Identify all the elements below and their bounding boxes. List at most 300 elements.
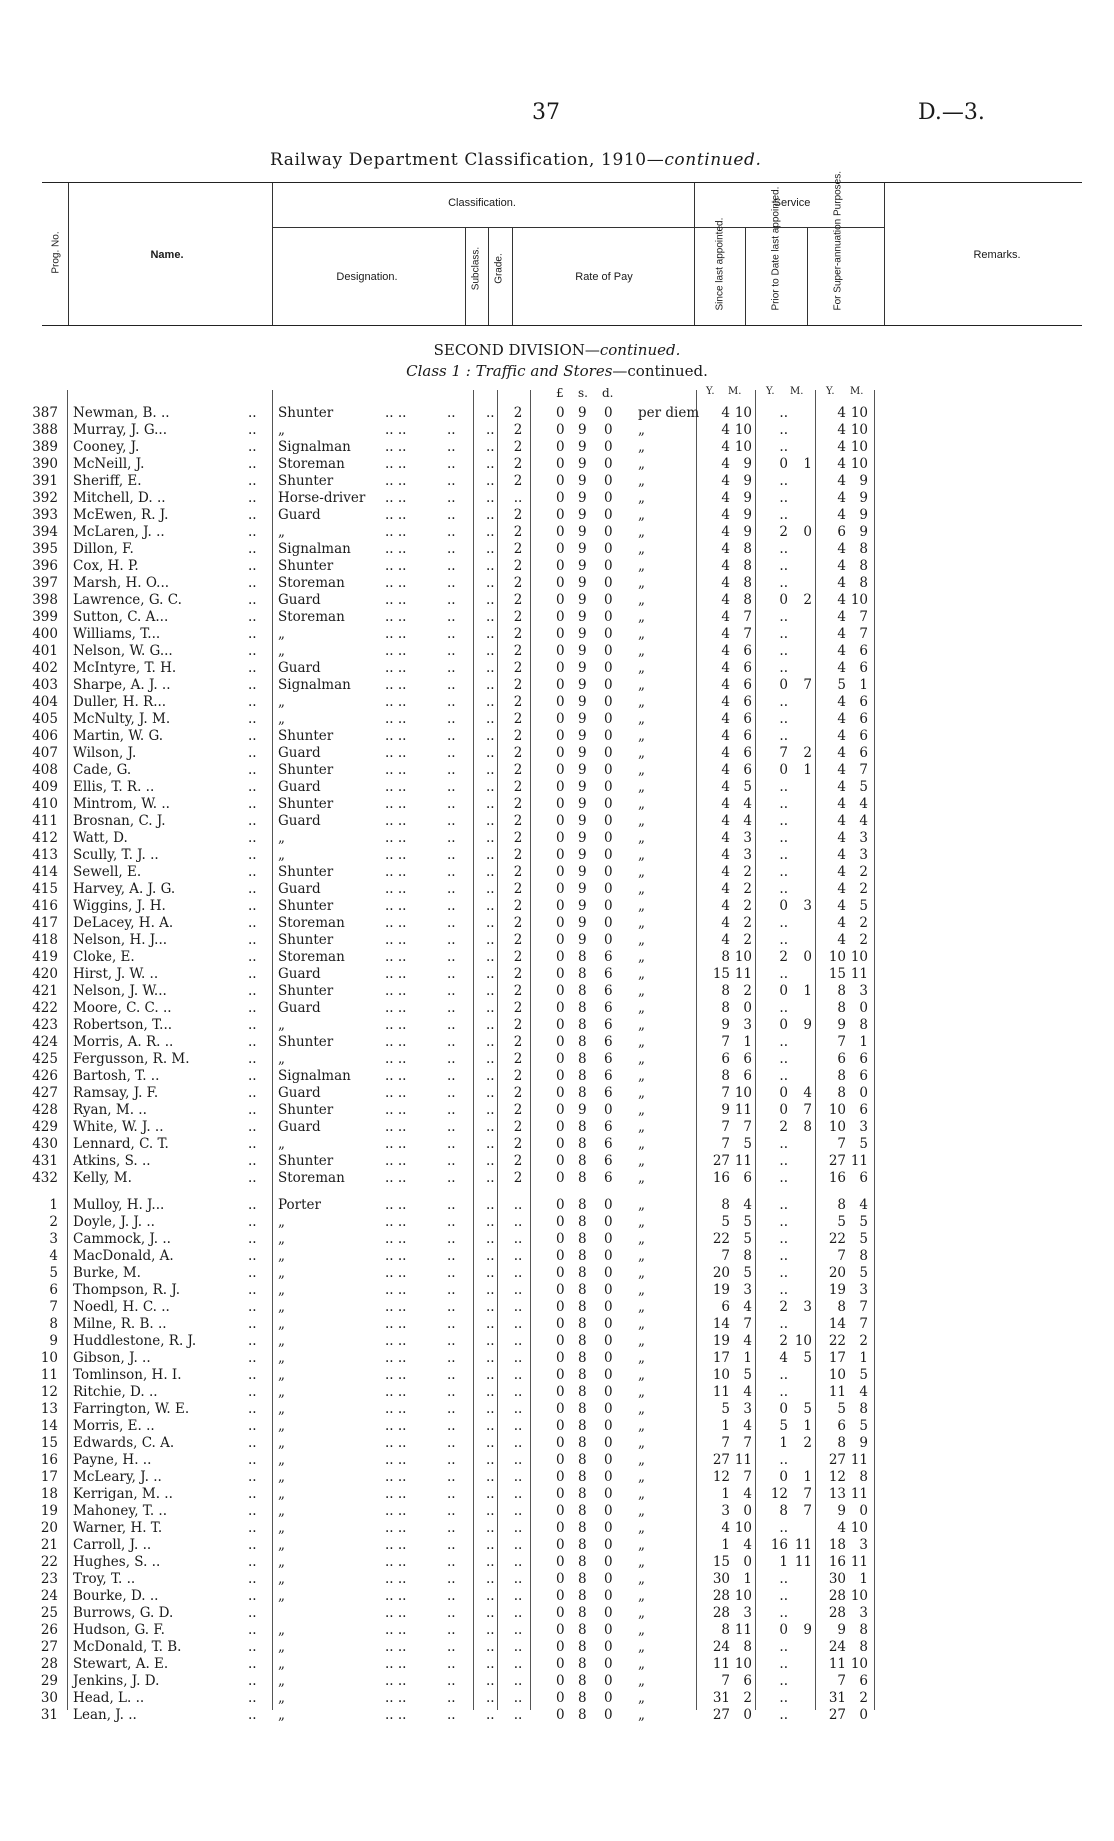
pay-pounds: 0 bbox=[556, 813, 565, 829]
leader-dots: .. bbox=[248, 609, 257, 625]
designation: Signalman bbox=[278, 541, 351, 557]
pay-shillings: 8 bbox=[578, 1384, 587, 1400]
since-months: 2 bbox=[743, 1690, 752, 1706]
grade: 2 bbox=[513, 728, 523, 744]
since-years: 4 bbox=[721, 830, 730, 846]
leader-dots: .. .. bbox=[385, 694, 407, 710]
employee-name: Ritchie, D. .. bbox=[73, 1384, 158, 1400]
since-months: 5 bbox=[743, 1367, 752, 1383]
since-months: 2 bbox=[743, 915, 752, 931]
prior-years: 2 bbox=[779, 1333, 788, 1349]
pay-period: „ bbox=[638, 1452, 645, 1468]
leader-dots: .. .. bbox=[385, 966, 407, 982]
prior-years: 12 bbox=[770, 1486, 788, 1502]
super-months: 5 bbox=[859, 898, 868, 914]
since-months: 4 bbox=[743, 1299, 752, 1315]
pay-pounds: 0 bbox=[556, 983, 565, 999]
pay-pounds: 0 bbox=[556, 949, 565, 965]
pay-period: „ bbox=[638, 1520, 645, 1536]
pay-shillings: 8 bbox=[578, 949, 587, 965]
since-years: 7 bbox=[721, 1136, 730, 1152]
leader-dots: .. bbox=[486, 983, 495, 999]
leader-dots: .. bbox=[248, 405, 257, 421]
prog-no: 432 bbox=[32, 1170, 58, 1186]
leader-dots: .. bbox=[248, 711, 257, 727]
pay-period: „ bbox=[638, 507, 645, 523]
pay-pence: 0 bbox=[604, 643, 613, 659]
since-years: 4 bbox=[721, 694, 730, 710]
leader-dots: .. .. bbox=[385, 592, 407, 608]
leader-dots: .. bbox=[447, 1503, 456, 1519]
prior-years: 0 bbox=[779, 456, 788, 472]
pay-shillings: 9 bbox=[578, 490, 587, 506]
designation: „ bbox=[278, 1537, 285, 1553]
since-months: 5 bbox=[743, 1214, 752, 1230]
prior-years: .. bbox=[779, 813, 788, 829]
super-years: 4 bbox=[837, 779, 846, 795]
leader-dots: .. bbox=[486, 830, 495, 846]
leader-dots: .. .. bbox=[385, 1000, 407, 1016]
since-years: 8 bbox=[721, 949, 730, 965]
pay-pence: 0 bbox=[604, 1656, 613, 1672]
employee-name: McNeill, J. bbox=[73, 456, 145, 472]
prog-no: 396 bbox=[32, 558, 58, 574]
designation: „ bbox=[278, 1367, 285, 1383]
since-months: 4 bbox=[743, 1537, 752, 1553]
leader-dots: .. .. bbox=[385, 1316, 407, 1332]
since-years: 19 bbox=[712, 1333, 730, 1349]
leader-dots: .. bbox=[447, 439, 456, 455]
leader-dots: .. bbox=[447, 592, 456, 608]
designation: „ bbox=[278, 1316, 285, 1332]
prior-years: .. bbox=[779, 558, 788, 574]
leader-dots: .. bbox=[486, 575, 495, 591]
leader-dots: .. bbox=[248, 1588, 257, 1604]
unit-months-1: M. bbox=[728, 386, 742, 397]
pay-period: „ bbox=[638, 439, 645, 455]
pay-pence: 0 bbox=[604, 1486, 613, 1502]
prior-years: 4 bbox=[779, 1350, 788, 1366]
leader-dots: .. .. bbox=[385, 762, 407, 778]
table-row bbox=[0, 1231, 1114, 1248]
pay-pounds: 0 bbox=[556, 1656, 565, 1672]
leader-dots: .. bbox=[486, 626, 495, 642]
pay-pounds: 0 bbox=[556, 1214, 565, 1230]
since-months: 5 bbox=[743, 1136, 752, 1152]
since-years: 4 bbox=[721, 558, 730, 574]
pay-shillings: 8 bbox=[578, 1153, 587, 1169]
leader-dots: .. bbox=[486, 1170, 495, 1186]
pay-pence: 0 bbox=[604, 711, 613, 727]
super-years: 18 bbox=[828, 1537, 846, 1553]
grade: 2 bbox=[513, 1085, 523, 1101]
prior-years: 0 bbox=[779, 1469, 788, 1485]
prior-years: 0 bbox=[779, 1085, 788, 1101]
prog-no: 405 bbox=[32, 711, 58, 727]
since-months: 10 bbox=[734, 439, 752, 455]
leader-dots: .. bbox=[248, 1231, 257, 1247]
pay-period: „ bbox=[638, 1673, 645, 1689]
super-months: 9 bbox=[859, 473, 868, 489]
leader-dots: .. .. bbox=[385, 1231, 407, 1247]
leader-dots: .. bbox=[486, 1384, 495, 1400]
leader-dots: .. bbox=[486, 507, 495, 523]
leader-dots: .. bbox=[248, 1153, 257, 1169]
since-years: 6 bbox=[721, 1299, 730, 1315]
leader-dots: .. .. bbox=[385, 422, 407, 438]
leader-dots: .. bbox=[248, 422, 257, 438]
pay-pounds: 0 bbox=[556, 1119, 565, 1135]
since-years: 4 bbox=[721, 796, 730, 812]
grade: 2 bbox=[513, 915, 523, 931]
prog-no: 5 bbox=[49, 1265, 58, 1281]
leader-dots: .. bbox=[486, 405, 495, 421]
prior-months: 0 bbox=[803, 949, 812, 965]
table-row bbox=[0, 1214, 1114, 1231]
designation: Storeman bbox=[278, 915, 345, 931]
since-years: 7 bbox=[721, 1034, 730, 1050]
prog-no: 417 bbox=[32, 915, 58, 931]
super-months: 6 bbox=[859, 660, 868, 676]
grade: .. bbox=[513, 1197, 523, 1213]
prog-no: 399 bbox=[32, 609, 58, 625]
leader-dots: .. bbox=[486, 932, 495, 948]
prior-years: .. bbox=[779, 473, 788, 489]
leader-dots: .. bbox=[248, 1299, 257, 1315]
grade: 2 bbox=[513, 524, 523, 540]
grade: .. bbox=[513, 1435, 523, 1451]
header-rate-of-pay: Rate of Pay bbox=[575, 271, 633, 283]
prior-years: .. bbox=[779, 1034, 788, 1050]
designation: „ bbox=[278, 524, 285, 540]
prog-no: 409 bbox=[32, 779, 58, 795]
prior-years: .. bbox=[779, 711, 788, 727]
leader-dots: .. bbox=[248, 643, 257, 659]
since-years: 1 bbox=[721, 1537, 730, 1553]
since-months: 6 bbox=[743, 1170, 752, 1186]
since-years: 9 bbox=[721, 1102, 730, 1118]
prior-years: 1 bbox=[779, 1435, 788, 1451]
prog-no: 8 bbox=[49, 1316, 58, 1332]
title-continued: continued. bbox=[664, 150, 762, 170]
since-years: 7 bbox=[721, 1673, 730, 1689]
grade: 2 bbox=[513, 558, 523, 574]
employee-name: Watt, D. bbox=[73, 830, 128, 846]
pay-pence: 0 bbox=[604, 1367, 613, 1383]
leader-dots: .. bbox=[447, 456, 456, 472]
leader-dots: .. bbox=[447, 1537, 456, 1553]
table-row bbox=[0, 1350, 1114, 1367]
super-years: 7 bbox=[837, 1136, 846, 1152]
header-grade: Grade. bbox=[493, 253, 505, 284]
prior-years: .. bbox=[779, 1707, 788, 1723]
employee-name: Mitchell, D. .. bbox=[73, 490, 166, 506]
unit-years-3: Y. bbox=[826, 386, 835, 397]
super-months: 2 bbox=[859, 881, 868, 897]
designation: „ bbox=[278, 1588, 285, 1604]
designation: „ bbox=[278, 1690, 285, 1706]
prior-years: .. bbox=[779, 847, 788, 863]
pay-period: „ bbox=[638, 626, 645, 642]
table-row bbox=[0, 1367, 1114, 1384]
grade: 2 bbox=[513, 711, 523, 727]
employee-name: Sharpe, A. J. .. bbox=[73, 677, 171, 693]
pay-pence: 0 bbox=[604, 813, 613, 829]
prior-months: 7 bbox=[803, 1102, 812, 1118]
table-row bbox=[0, 473, 1114, 490]
table-row bbox=[0, 558, 1114, 575]
prior-months: 2 bbox=[803, 745, 812, 761]
pay-pounds: 0 bbox=[556, 745, 565, 761]
leader-dots: .. bbox=[248, 558, 257, 574]
pay-pence: 0 bbox=[604, 439, 613, 455]
pay-pence: 0 bbox=[604, 677, 613, 693]
since-months: 8 bbox=[743, 558, 752, 574]
super-months: 10 bbox=[850, 456, 868, 472]
designation: „ bbox=[278, 1282, 285, 1298]
leader-dots: .. bbox=[447, 1401, 456, 1417]
employee-name: Ellis, T. R. .. bbox=[73, 779, 155, 795]
prog-no: 402 bbox=[32, 660, 58, 676]
super-months: 6 bbox=[859, 1051, 868, 1067]
grade: .. bbox=[513, 1231, 523, 1247]
leader-dots: .. bbox=[486, 1486, 495, 1502]
leader-dots: .. .. bbox=[385, 575, 407, 591]
pay-pence: 0 bbox=[604, 1299, 613, 1315]
prior-months: 2 bbox=[803, 1435, 812, 1451]
since-months: 4 bbox=[743, 1197, 752, 1213]
leader-dots: .. bbox=[486, 1214, 495, 1230]
since-months: 0 bbox=[743, 1707, 752, 1723]
super-months: 5 bbox=[859, 1367, 868, 1383]
super-years: 4 bbox=[837, 439, 846, 455]
leader-dots: .. bbox=[486, 1401, 495, 1417]
leader-dots: .. bbox=[447, 1197, 456, 1213]
pay-period: „ bbox=[638, 1486, 645, 1502]
pay-period: „ bbox=[638, 1068, 645, 1084]
grade: 2 bbox=[513, 677, 523, 693]
grade: 2 bbox=[513, 405, 523, 421]
leader-dots: .. bbox=[447, 1690, 456, 1706]
prior-years: .. bbox=[779, 1068, 788, 1084]
grade: 2 bbox=[513, 456, 523, 472]
since-years: 4 bbox=[721, 847, 730, 863]
leader-dots: .. bbox=[248, 1119, 257, 1135]
employee-name: Payne, H. .. bbox=[73, 1452, 152, 1468]
since-years: 8 bbox=[721, 983, 730, 999]
leader-dots: .. bbox=[486, 456, 495, 472]
since-years: 4 bbox=[721, 405, 730, 421]
header-service: Service bbox=[773, 197, 811, 209]
table-row bbox=[0, 405, 1114, 422]
pay-pounds: 0 bbox=[556, 1034, 565, 1050]
employee-name: Cade, G. bbox=[73, 762, 132, 778]
employee-name: Cooney, J. bbox=[73, 439, 140, 455]
pay-shillings: 8 bbox=[578, 1639, 587, 1655]
employee-name: Sheriff, E. bbox=[73, 473, 142, 489]
pay-pounds: 0 bbox=[556, 1102, 565, 1118]
super-months: 7 bbox=[859, 626, 868, 642]
leader-dots: .. bbox=[447, 1085, 456, 1101]
prior-years: .. bbox=[779, 541, 788, 557]
super-years: 24 bbox=[828, 1639, 846, 1655]
super-years: 4 bbox=[837, 932, 846, 948]
pay-pence: 6 bbox=[604, 1051, 613, 1067]
since-months: 8 bbox=[743, 541, 752, 557]
pay-shillings: 9 bbox=[578, 422, 587, 438]
pay-pence: 0 bbox=[604, 1469, 613, 1485]
table-row bbox=[0, 524, 1114, 541]
leader-dots: .. bbox=[447, 507, 456, 523]
prior-years: .. bbox=[779, 694, 788, 710]
pay-shillings: 9 bbox=[578, 915, 587, 931]
since-months: 3 bbox=[743, 830, 752, 846]
super-years: 13 bbox=[828, 1486, 846, 1502]
grade: 2 bbox=[513, 796, 523, 812]
table-row bbox=[0, 1265, 1114, 1282]
leader-dots: .. bbox=[447, 813, 456, 829]
pay-shillings: 9 bbox=[578, 558, 587, 574]
grade: .. bbox=[513, 1622, 523, 1638]
pay-pounds: 0 bbox=[556, 439, 565, 455]
prog-no: 423 bbox=[32, 1017, 58, 1033]
prog-no: 25 bbox=[40, 1605, 58, 1621]
pay-period: „ bbox=[638, 1469, 645, 1485]
employee-name: Martin, W. G. bbox=[73, 728, 164, 744]
prog-no: 410 bbox=[32, 796, 58, 812]
pay-period: „ bbox=[638, 898, 645, 914]
leader-dots: .. bbox=[248, 1248, 257, 1264]
pay-pounds: 0 bbox=[556, 1350, 565, 1366]
super-months: 10 bbox=[850, 1520, 868, 1536]
table-row bbox=[0, 1316, 1114, 1333]
leader-dots: .. bbox=[447, 915, 456, 931]
employee-name: Mahoney, T. .. bbox=[73, 1503, 167, 1519]
pay-pence: 0 bbox=[604, 1554, 613, 1570]
leader-dots: .. .. bbox=[385, 1588, 407, 1604]
pay-shillings: 8 bbox=[578, 1588, 587, 1604]
super-months: 11 bbox=[850, 1486, 868, 1502]
employee-name: Hughes, S. .. bbox=[73, 1554, 161, 1570]
table-row bbox=[0, 1136, 1114, 1153]
employee-name: Mintrom, W. .. bbox=[73, 796, 170, 812]
since-years: 15 bbox=[712, 966, 730, 982]
since-years: 27 bbox=[712, 1153, 730, 1169]
super-months: 0 bbox=[859, 1707, 868, 1723]
super-months: 0 bbox=[859, 1085, 868, 1101]
pay-period: „ bbox=[638, 541, 645, 557]
leader-dots: .. bbox=[447, 1214, 456, 1230]
employee-name: McIntyre, T. H. bbox=[73, 660, 177, 676]
leader-dots: .. .. bbox=[385, 745, 407, 761]
since-years: 7 bbox=[721, 1435, 730, 1451]
prior-years: .. bbox=[779, 1673, 788, 1689]
employee-name: Lawrence, G. C. bbox=[73, 592, 182, 608]
employee-name: Dillon, F. bbox=[73, 541, 134, 557]
prior-months: 11 bbox=[794, 1554, 812, 1570]
since-months: 10 bbox=[734, 1520, 752, 1536]
super-years: 4 bbox=[837, 796, 846, 812]
header-classification: Classification. bbox=[448, 197, 516, 209]
leader-dots: .. .. bbox=[385, 507, 407, 523]
unit-pounds: £ bbox=[556, 386, 564, 400]
pay-pounds: 0 bbox=[556, 966, 565, 982]
pay-pence: 0 bbox=[604, 1248, 613, 1264]
since-months: 6 bbox=[743, 694, 752, 710]
table-row bbox=[0, 1469, 1114, 1486]
super-years: 4 bbox=[837, 745, 846, 761]
leader-dots: .. .. bbox=[385, 1639, 407, 1655]
since-years: 4 bbox=[721, 813, 730, 829]
grade: 2 bbox=[513, 1119, 523, 1135]
designation: Guard bbox=[278, 779, 321, 795]
since-years: 4 bbox=[721, 728, 730, 744]
pay-period: „ bbox=[638, 966, 645, 982]
table-row bbox=[0, 1435, 1114, 1452]
pay-pounds: 0 bbox=[556, 1639, 565, 1655]
table-row bbox=[0, 966, 1114, 983]
pay-shillings: 9 bbox=[578, 507, 587, 523]
leader-dots: .. bbox=[486, 881, 495, 897]
grade: 2 bbox=[513, 898, 523, 914]
since-months: 11 bbox=[734, 1102, 752, 1118]
designation: „ bbox=[278, 1384, 285, 1400]
table-row bbox=[0, 592, 1114, 609]
employee-name: Morris, E. .. bbox=[73, 1418, 155, 1434]
super-years: 4 bbox=[837, 609, 846, 625]
prior-years: 0 bbox=[779, 1401, 788, 1417]
pay-pence: 0 bbox=[604, 1350, 613, 1366]
prog-no: 21 bbox=[40, 1537, 58, 1553]
prog-no: 420 bbox=[32, 966, 58, 982]
pay-shillings: 8 bbox=[578, 983, 587, 999]
table-row bbox=[0, 1384, 1114, 1401]
pay-shillings: 9 bbox=[578, 1102, 587, 1118]
since-months: 7 bbox=[743, 609, 752, 625]
grade: 2 bbox=[513, 1034, 523, 1050]
prog-no: 398 bbox=[32, 592, 58, 608]
leader-dots: .. bbox=[248, 1034, 257, 1050]
designation: Shunter bbox=[278, 558, 334, 574]
employee-name: Wilson, J. bbox=[73, 745, 137, 761]
super-months: 2 bbox=[859, 864, 868, 880]
pay-pounds: 0 bbox=[556, 558, 565, 574]
designation: Guard bbox=[278, 1085, 321, 1101]
table-row bbox=[0, 1299, 1114, 1316]
since-months: 11 bbox=[734, 1153, 752, 1169]
pay-period: „ bbox=[638, 490, 645, 506]
unit-months-2: M. bbox=[790, 386, 804, 397]
designation: „ bbox=[278, 711, 285, 727]
leader-dots: .. bbox=[447, 1333, 456, 1349]
leader-dots: .. .. bbox=[385, 1170, 407, 1186]
prior-years: .. bbox=[779, 1639, 788, 1655]
grade: 2 bbox=[513, 609, 523, 625]
super-months: 3 bbox=[859, 1282, 868, 1298]
super-years: 8 bbox=[837, 1085, 846, 1101]
since-months: 10 bbox=[734, 1085, 752, 1101]
pay-pounds: 0 bbox=[556, 422, 565, 438]
designation: „ bbox=[278, 830, 285, 846]
leader-dots: .. bbox=[248, 1333, 257, 1349]
prior-months: 7 bbox=[803, 677, 812, 693]
leader-dots: .. .. bbox=[385, 1068, 407, 1084]
grade: 2 bbox=[513, 1051, 523, 1067]
super-years: 4 bbox=[837, 490, 846, 506]
leader-dots: .. .. bbox=[385, 1367, 407, 1383]
pay-period: „ bbox=[638, 711, 645, 727]
pay-shillings: 8 bbox=[578, 1119, 587, 1135]
